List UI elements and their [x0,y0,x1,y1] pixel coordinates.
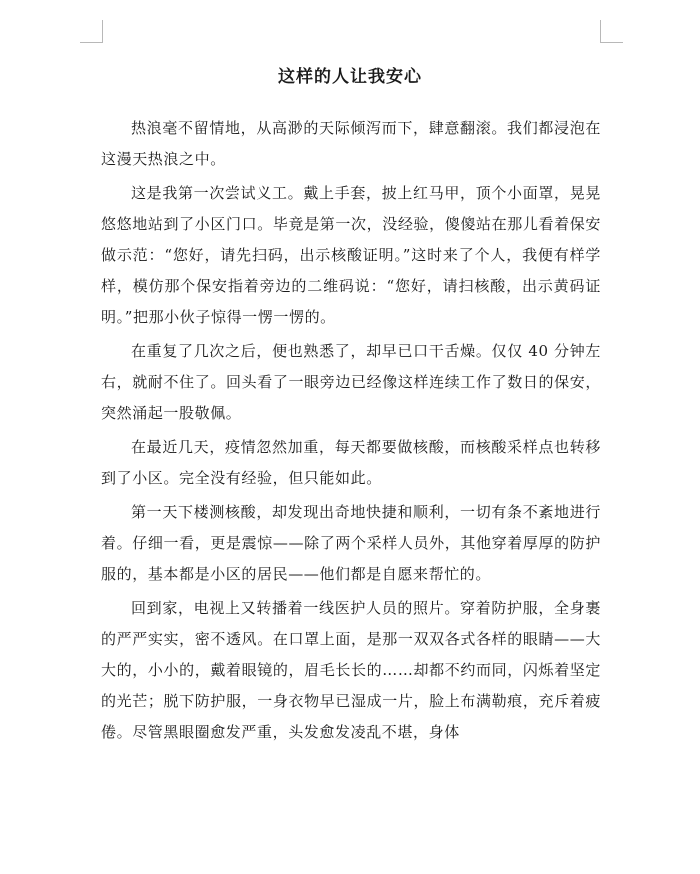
paragraph-5: 第一天下楼测核酸，却发现出奇地快捷和顺利，一切有条不紊地进行着。仔细一看，更是震惊——除了两个采样人员外，其他穿着厚厚的防护服的，基本都是小区的居民——他们都是自愿来帮忙的。 [101,503,601,583]
paragraph-4: 在最近几天，疫情忽然加重，每天都要做核酸，而核酸采样点也转移到了小区。完全没有经验，但只能如此。 [101,438,601,487]
paragraph-1: 热浪毫不留情地，从高渺的天际倾泻而下，肆意翻滚。我们都浸泡在这漫天热浪之中。 [101,119,601,168]
paragraph-3: 在重复了几次之后，便也熟悉了，却早已口干舌燥。仅仅 40 分钟左右，就耐不住了。回头看了一眼旁边已经像这样连续工作了数日的保安，突然涌起一股敬佩。 [101,342,601,422]
paragraph-2: 这是我第一次尝试义工。戴上手套，披上红马甲，顶个小面罩，晃晃悠悠地站到了小区门口。毕竟是第一次，没经验，傻傻站在那儿看着保安做示范：“您好，请先扫码，出示核酸证明。”这时来了个人，我便有样学样，模仿那个保安指着旁边的二维码说：“您好，请扫核酸，出示黄码证明。”把那小伙子惊得一愣一愣的。 [101,184,601,326]
crop-mark-top-left [80,20,103,43]
paragraph-6: 回到家，电视上又转播着一线医护人员的照片。穿着防护服，全身裹的严严实实，密不透风。在口罩上面，是那一双双各式各样的眼睛——大大的，小小的，戴着眼镜的，眉毛长长的……却都不约而同，闪烁着坚定的光芒；脱下防护服，一身衣物早已湿成一片，脸上布满勒痕，充斥着疲倦。尽管黑眼圈愈发严重，头发愈发凌乱不堪，身体 [101,599,601,741]
document-title: 这样的人让我安心 [278,67,422,87]
crop-mark-top-right [600,20,623,43]
document-body [101,113,601,751]
